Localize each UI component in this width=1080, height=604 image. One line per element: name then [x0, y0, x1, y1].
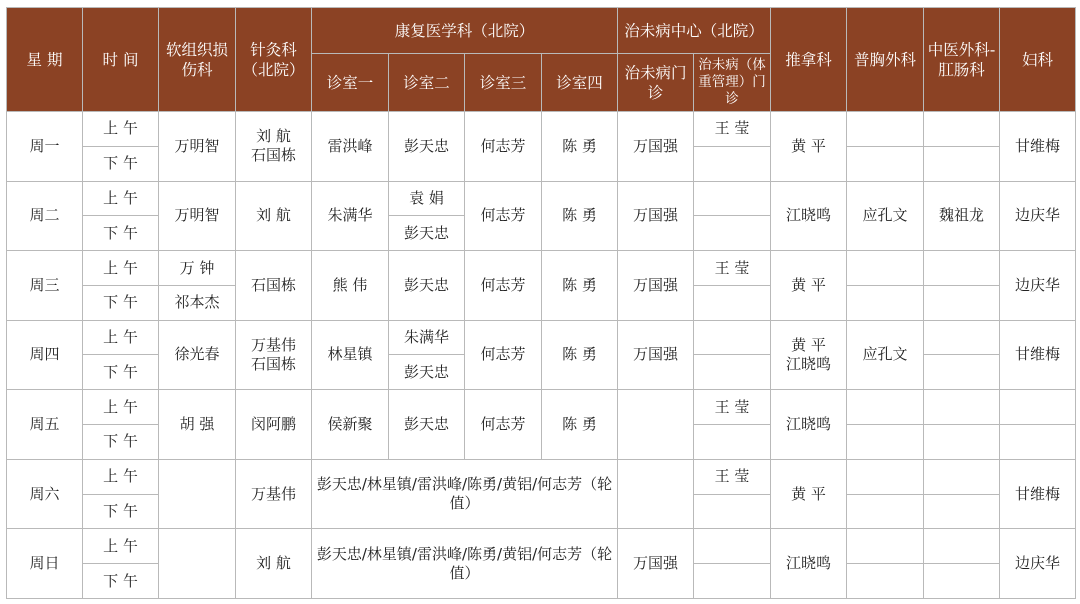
rehab-rotation: 彭天忠/林星镇/雷洪峰/陈勇/黄铝/何志芳（轮值）	[312, 459, 618, 529]
tuina-doctor: 江晓鸣	[771, 390, 847, 460]
prevention-clinic: 万国强	[618, 181, 694, 251]
acupuncture-doctor: 万基伟 石国栋	[236, 320, 312, 390]
thoracic-am	[847, 251, 924, 286]
anorectal-pm	[924, 564, 1000, 599]
thoracic-am	[847, 459, 924, 494]
thoracic-pm	[847, 494, 924, 529]
period-pm: 下 午	[83, 146, 159, 181]
weight-clinic-pm	[694, 285, 771, 320]
prevention-clinic	[618, 459, 694, 529]
anorectal-pm	[924, 425, 1000, 460]
rehab-room-1: 朱满华	[312, 181, 389, 251]
header-thoracic: 普胸外科	[847, 8, 924, 112]
thoracic-am	[847, 529, 924, 564]
thoracic-pm	[847, 425, 924, 460]
schedule-body	[7, 112, 1076, 599]
weight-clinic-am: 王 莹	[694, 390, 771, 425]
weight-clinic-am: 王 莹	[694, 112, 771, 147]
header-prevention-center: 治未病中心（北院）	[618, 8, 771, 54]
period-am: 上 午	[83, 181, 159, 216]
period-pm: 下 午	[83, 425, 159, 460]
rehab-room-2: 彭天忠	[389, 390, 465, 460]
schedule-row-am	[7, 320, 1076, 355]
weight-clinic-pm	[694, 564, 771, 599]
header-tuina: 推拿科	[771, 8, 847, 112]
tuina-doctor: 黄 平	[771, 459, 847, 529]
acupuncture-doctor: 闵阿鹏	[236, 390, 312, 460]
gynecology-am	[1000, 390, 1076, 425]
acupuncture-doctor: 刘 航	[236, 181, 312, 251]
rehab-room-4: 陈 勇	[542, 390, 618, 460]
period-am: 上 午	[83, 251, 159, 286]
schedule-row-am	[7, 112, 1076, 147]
period-pm: 下 午	[83, 564, 159, 599]
tuina-doctor: 黄 平 江晓鸣	[771, 320, 847, 390]
weight-clinic-am	[694, 320, 771, 355]
rehab-room-3: 何志芳	[465, 320, 542, 390]
schedule-row-am	[7, 251, 1076, 286]
day-label: 周日	[7, 529, 83, 599]
gynecology-doctor: 甘维梅	[1000, 112, 1076, 182]
header-soft-tissue: 软组织损伤科	[159, 8, 236, 112]
prevention-clinic: 万国强	[618, 320, 694, 390]
day-label: 周五	[7, 390, 83, 460]
gynecology-pm	[1000, 425, 1076, 460]
rehab-room-2-am: 朱满华	[389, 320, 465, 355]
gynecology-doctor: 边庆华	[1000, 529, 1076, 599]
prevention-clinic: 万国强	[618, 112, 694, 182]
header-room-2: 诊室二	[389, 54, 465, 112]
day-label: 周一	[7, 112, 83, 182]
period-am: 上 午	[83, 320, 159, 355]
day-label: 周二	[7, 181, 83, 251]
header-room-3: 诊室三	[465, 54, 542, 112]
gynecology-doctor: 边庆华	[1000, 181, 1076, 251]
weight-clinic-pm	[694, 425, 771, 460]
tuina-doctor: 黄 平	[771, 251, 847, 321]
period-pm: 下 午	[83, 285, 159, 320]
soft-tissue-doctor: 胡 强	[159, 390, 236, 460]
rehab-room-3: 何志芳	[465, 390, 542, 460]
thoracic-doctor: 应孔文	[847, 320, 924, 390]
period-am: 上 午	[83, 112, 159, 147]
thoracic-am	[847, 112, 924, 147]
rehab-room-2-pm: 彭天忠	[389, 216, 465, 251]
prevention-clinic: 万国强	[618, 251, 694, 321]
weight-clinic-pm	[694, 494, 771, 529]
anorectal-pm	[924, 494, 1000, 529]
soft-tissue-doctor	[159, 459, 236, 529]
period-pm: 下 午	[83, 355, 159, 390]
gynecology-doctor: 甘维梅	[1000, 320, 1076, 390]
rehab-room-1: 雷洪峰	[312, 112, 389, 182]
weight-clinic-am: 王 莹	[694, 251, 771, 286]
acupuncture-doctor: 万基伟	[236, 459, 312, 529]
thoracic-am	[847, 390, 924, 425]
gynecology-doctor: 甘维梅	[1000, 459, 1076, 529]
rehab-room-3: 何志芳	[465, 251, 542, 321]
schedule-row-am	[7, 459, 1076, 494]
weight-clinic-pm	[694, 146, 771, 181]
soft-tissue-doctor: 万明智	[159, 181, 236, 251]
soft-tissue-am: 万 钟	[159, 251, 236, 286]
tuina-doctor: 江晓鸣	[771, 529, 847, 599]
header-weekday: 星 期	[7, 8, 83, 112]
period-am: 上 午	[83, 390, 159, 425]
rehab-room-3: 何志芳	[465, 181, 542, 251]
anorectal-am	[924, 390, 1000, 425]
anorectal-pm	[924, 355, 1000, 390]
soft-tissue-doctor	[159, 529, 236, 599]
rehab-room-4: 陈 勇	[542, 112, 618, 182]
rehab-room-4: 陈 勇	[542, 251, 618, 321]
anorectal-doctor: 魏祖龙	[924, 181, 1000, 251]
header-weight-clinic: 治未病（体重管理）门诊	[694, 54, 771, 112]
rehab-room-3: 何志芳	[465, 112, 542, 182]
rehab-room-2: 彭天忠	[389, 112, 465, 182]
soft-tissue-doctor: 徐光春	[159, 320, 236, 390]
rehab-room-1: 熊 伟	[312, 251, 389, 321]
rehab-room-2-pm: 彭天忠	[389, 355, 465, 390]
prevention-clinic	[618, 390, 694, 460]
thoracic-doctor: 应孔文	[847, 181, 924, 251]
acupuncture-doctor: 石国栋	[236, 251, 312, 321]
anorectal-am	[924, 320, 1000, 355]
anorectal-pm	[924, 285, 1000, 320]
rehab-room-4: 陈 勇	[542, 181, 618, 251]
period-am: 上 午	[83, 529, 159, 564]
header-gynecology: 妇科	[1000, 8, 1076, 112]
rehab-room-4: 陈 勇	[542, 320, 618, 390]
period-pm: 下 午	[83, 216, 159, 251]
soft-tissue-pm: 祁本杰	[159, 285, 236, 320]
day-label: 周四	[7, 320, 83, 390]
rehab-room-1: 侯新聚	[312, 390, 389, 460]
weight-clinic-am	[694, 181, 771, 216]
acupuncture-doctor: 刘 航 石国栋	[236, 112, 312, 182]
anorectal-am	[924, 112, 1000, 147]
soft-tissue-doctor: 万明智	[159, 112, 236, 182]
tuina-doctor: 黄 平	[771, 112, 847, 182]
schedule-row-am	[7, 390, 1076, 425]
schedule-row-am	[7, 529, 1076, 564]
header-time: 时 间	[83, 8, 159, 112]
anorectal-am	[924, 251, 1000, 286]
weight-clinic-am	[694, 529, 771, 564]
schedule-row-am	[7, 181, 1076, 216]
rehab-room-1: 林星镇	[312, 320, 389, 390]
tuina-doctor: 江晓鸣	[771, 181, 847, 251]
day-label: 周六	[7, 459, 83, 529]
header-room-4: 诊室四	[542, 54, 618, 112]
thoracic-pm	[847, 146, 924, 181]
day-label: 周三	[7, 251, 83, 321]
anorectal-am	[924, 459, 1000, 494]
anorectal-pm	[924, 146, 1000, 181]
thoracic-pm	[847, 564, 924, 599]
rehab-room-2: 彭天忠	[389, 251, 465, 321]
weight-clinic-pm	[694, 355, 771, 390]
header-rehab: 康复医学科（北院）	[312, 8, 618, 54]
header-prevention-clinic: 治未病门诊	[618, 54, 694, 112]
gynecology-doctor: 边庆华	[1000, 251, 1076, 321]
clinic-schedule-table	[6, 7, 1076, 599]
rehab-room-2-am: 袁 娟	[389, 181, 465, 216]
period-am: 上 午	[83, 459, 159, 494]
period-pm: 下 午	[83, 494, 159, 529]
anorectal-am	[924, 529, 1000, 564]
header-room-1: 诊室一	[312, 54, 389, 112]
header-acupuncture: 针灸科（北院）	[236, 8, 312, 112]
weight-clinic-am: 王 莹	[694, 459, 771, 494]
rehab-rotation: 彭天忠/林星镇/雷洪峰/陈勇/黄铝/何志芳（轮值）	[312, 529, 618, 599]
acupuncture-doctor: 刘 航	[236, 529, 312, 599]
prevention-clinic: 万国强	[618, 529, 694, 599]
thoracic-pm	[847, 285, 924, 320]
weight-clinic-pm	[694, 216, 771, 251]
header-anorectal: 中医外科-肛肠科	[924, 8, 1000, 112]
